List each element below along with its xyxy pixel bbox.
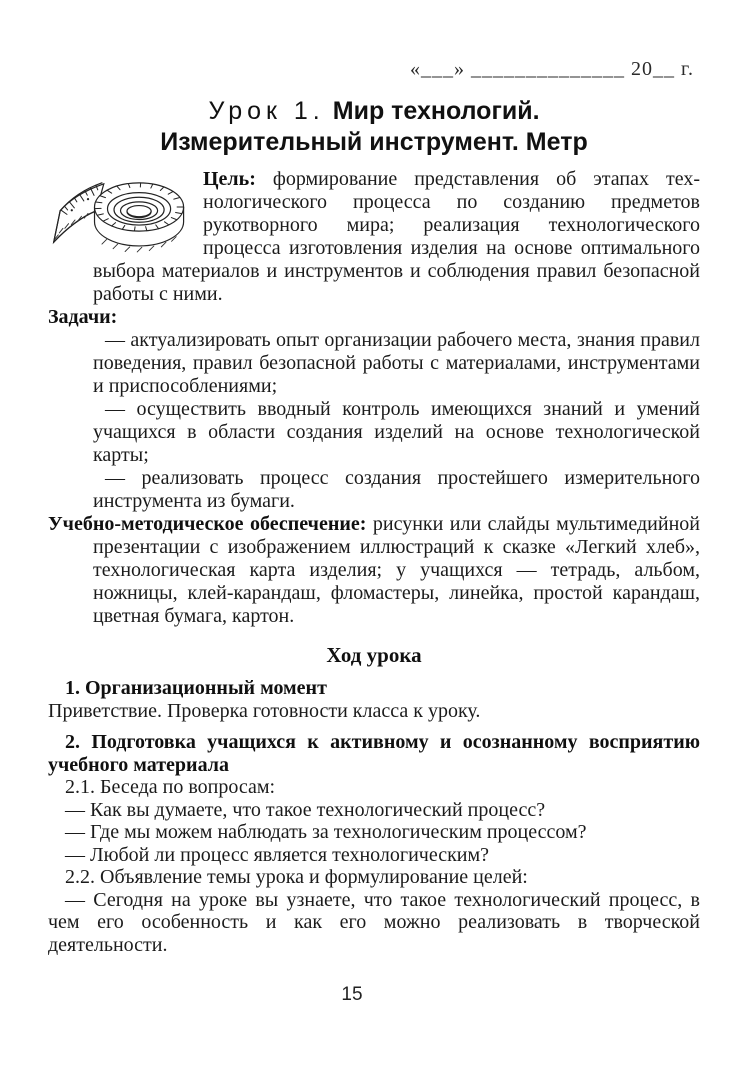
lesson-meta-block <box>48 168 700 628</box>
section-2-1-heading: 2.1. Беседа по вопросам: <box>65 776 276 798</box>
section-2-2-text: — Сегодня на уроке вы узнаете, что такое технологический процесс, в чем его особенность и как его можно реализовать в творческой деятельности. <box>48 888 700 956</box>
materials-text: рисунки или слайды мультимедийной презентации с изображением иллюстраций к сказке «Легкий хлеб», технологическая карта изделия; у учащихся — тетрадь, альбом, ножницы, клей-карандаш, фломастеры, линейка, простой карандаш, цветная бумага, картон. <box>93 513 700 627</box>
lesson-title-part1: Мир технологий. <box>332 97 540 125</box>
goal-text: формирование представления об этапах технологического процесса по созданию предметов рукотворного мира; реализация технологического процесса изготовления изделия на основе оптимального выбора материалов и инструментов и соблюдения правил безопасной работы с ними. <box>93 168 700 305</box>
lesson-flow-block <box>48 677 700 956</box>
materials-paragraph <box>48 513 700 628</box>
goal-label: Цель: <box>203 168 256 190</box>
task-item-3: — реализовать процесс создания простейшего измерительного инструмента из бумаги. <box>93 467 700 512</box>
tape-measure-icon <box>48 168 193 258</box>
task-item-2: — осуществить вводный контроль имеющихся знаний и умений учащихся в области создания изделий на основе технологической карты; <box>93 398 700 466</box>
section-2-heading: 2. Подготовка учащихся к активному и осознанному восприятию учебного материала <box>48 731 700 776</box>
date-fill-in-line: «___» ______________ 20__ г. <box>410 58 694 80</box>
section-1-heading: 1. Организационный момент <box>65 677 327 699</box>
lesson-number: Урок 1. <box>208 97 325 125</box>
page-content <box>0 96 756 956</box>
materials-label: Учебно-методическое обеспечение: <box>48 513 367 535</box>
question-3: — Любой ли процесс является технологическим? <box>65 843 490 866</box>
page-number: 15 <box>341 984 363 1005</box>
tasks-label: Задачи: <box>48 306 118 328</box>
page-title <box>48 96 700 158</box>
question-1: — Как вы думаете, что такое технологический процесс? <box>65 798 546 821</box>
section-1-text: Приветствие. Проверка готовности класса к уроку. <box>48 699 481 722</box>
task-item-1: — актуализировать опыт организации рабочего места, знания правил поведения, правил безопасной работы с материалами, инструментами и приспособлениями; <box>93 329 700 397</box>
lesson-title-part2: Измерительный инструмент. Метр <box>160 128 588 156</box>
section-2-2-heading: 2.2. Объявление темы урока и формулирование целей: <box>65 866 528 888</box>
lesson-flow-heading: Ход урока <box>326 643 422 667</box>
question-2: — Где мы можем наблюдать за технологическим процессом? <box>65 821 587 843</box>
